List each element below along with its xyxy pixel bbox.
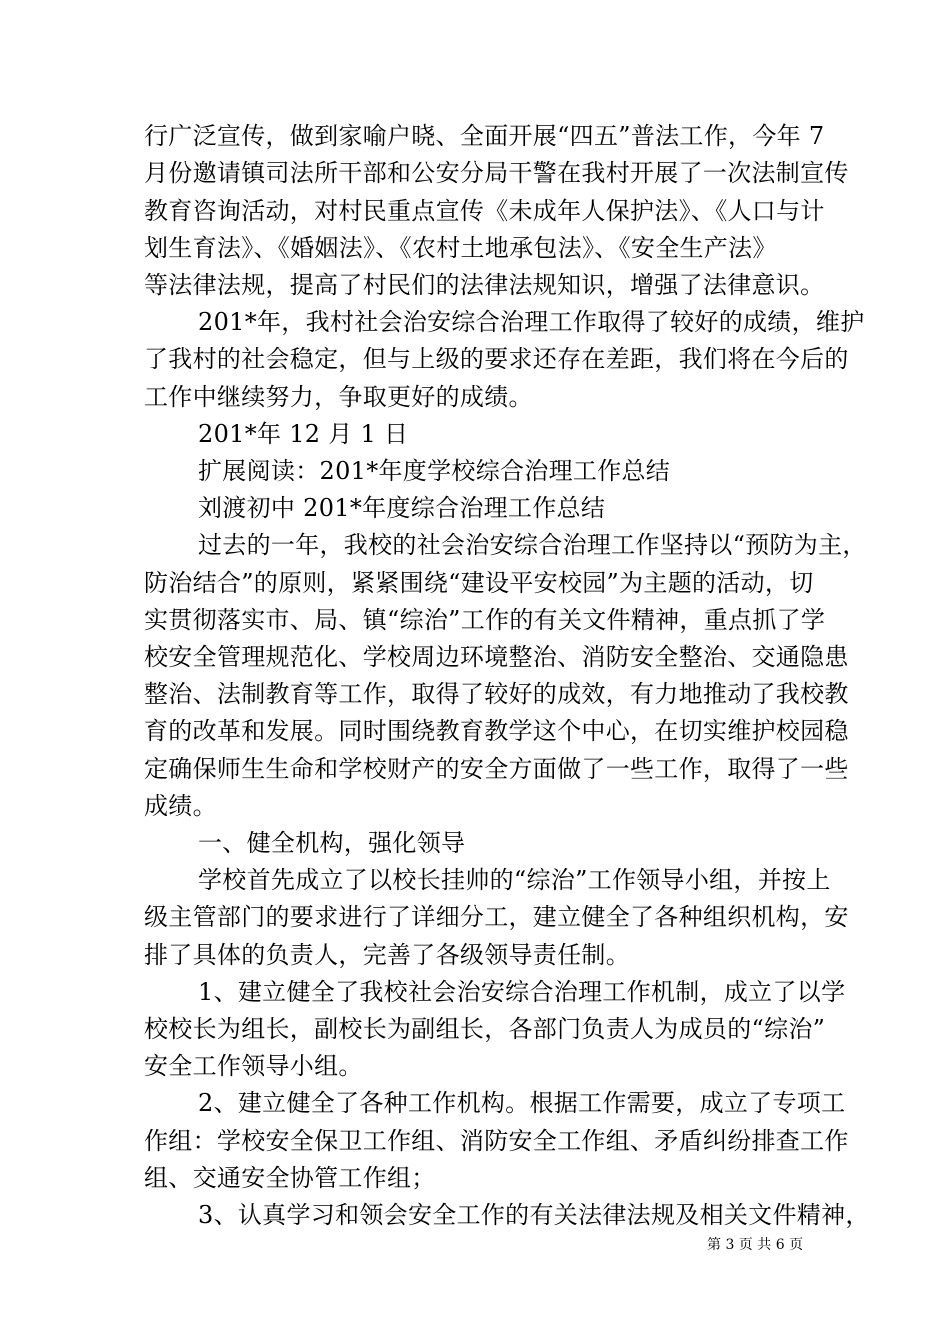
paragraph-line: 工作中继续努力，争取更好的成绩。 — [144, 383, 533, 411]
report-title: 刘渡初中 201*年度综合治理工作总结 — [198, 494, 606, 522]
paragraph-line: 2、建立健全了各种工作机构。根据工作需要，成立了专项工 — [198, 1089, 846, 1117]
paragraph-line: 行广泛宣传，做到家喻户晓、全面开展“四五”普法工作，今年 7 — [144, 122, 825, 150]
date-line: 201*年 12 月 1 日 — [198, 420, 409, 448]
paragraph-line: 实贯彻落实市、局、镇“综治”工作的有关文件精神，重点抓了学 — [144, 606, 826, 634]
paragraph-line: 月份邀请镇司法所干部和公安分局干警在我村开展了一次法制宣传 — [144, 159, 849, 187]
paragraph-line: 定确保师生生命和学校财产的安全方面做了一些工作，取得了一些 — [144, 755, 849, 783]
paragraph-line: 划生育法》、《婚姻法》、《农村土地承包法》、《安全生产法》 — [144, 234, 777, 262]
paragraph-line: 安全工作领导小组。 — [144, 1052, 363, 1080]
paragraph-line: 防治结合”的原则，紧紧围绕“建设平安校园”为主题的活动，切 — [144, 569, 814, 597]
section-heading: 一、健全机构，强化领导 — [198, 829, 466, 857]
paragraph-line: 整治、法制教育等工作，取得了较好的成效，有力地推动了我校教 — [144, 680, 849, 708]
paragraph-line: 1、建立健全了我校社会治安综合治理工作机制，成立了以学 — [198, 978, 846, 1006]
paragraph-line: 教育咨询活动，对村民重点宣传《未成年人保护法》、《人口与计 — [144, 197, 825, 225]
page-number: 第 3 页 共 6 页 — [707, 1237, 804, 1253]
paragraph-line: 校校长为组长，副校长为副组长，各部门负责人为成员的“综治” — [144, 1015, 826, 1043]
paragraph-line: 学校首先成立了以校长挂帅的“综治”工作领导小组，并按上 — [198, 866, 831, 894]
paragraph-line: 组、交通安全协管工作组； — [144, 1164, 436, 1192]
paragraph-line: 3、认真学习和领会安全工作的有关法律法规及相关文件精神， — [198, 1201, 870, 1229]
paragraph-line: 等法律法规，提高了村民们的法律法规知识，增强了法律意识。 — [144, 271, 825, 299]
extended-reading-title: 扩展阅读：201*年度学校综合治理工作总结 — [198, 457, 671, 485]
paragraph-line: 级主管部门的要求进行了详细分工，建立健全了各种组织机构，安 — [144, 903, 849, 931]
paragraph-line: 201*年，我村社会治安综合治理工作取得了较好的成绩，维护 — [198, 308, 865, 336]
paragraph-line: 过去的一年，我校的社会治安综合治理工作坚持以“预防为主， — [198, 531, 867, 559]
paragraph-line: 成绩。 — [144, 792, 217, 820]
paragraph-line: 作组：学校安全保卫工作组、消防安全工作组、矛盾纠纷排查工作 — [144, 1127, 849, 1155]
paragraph-line: 了我村的社会稳定，但与上级的要求还存在差距，我们将在今后的 — [144, 345, 849, 373]
paragraph-line: 校安全管理规范化、学校周边环境整治、消防安全整治、交通隐患 — [144, 643, 849, 671]
paragraph-line: 排了具体的负责人，完善了各级领导责任制。 — [144, 941, 630, 969]
paragraph-line: 育的改革和发展。同时围绕教育教学这个中心，在切实维护校园稳 — [144, 717, 849, 745]
